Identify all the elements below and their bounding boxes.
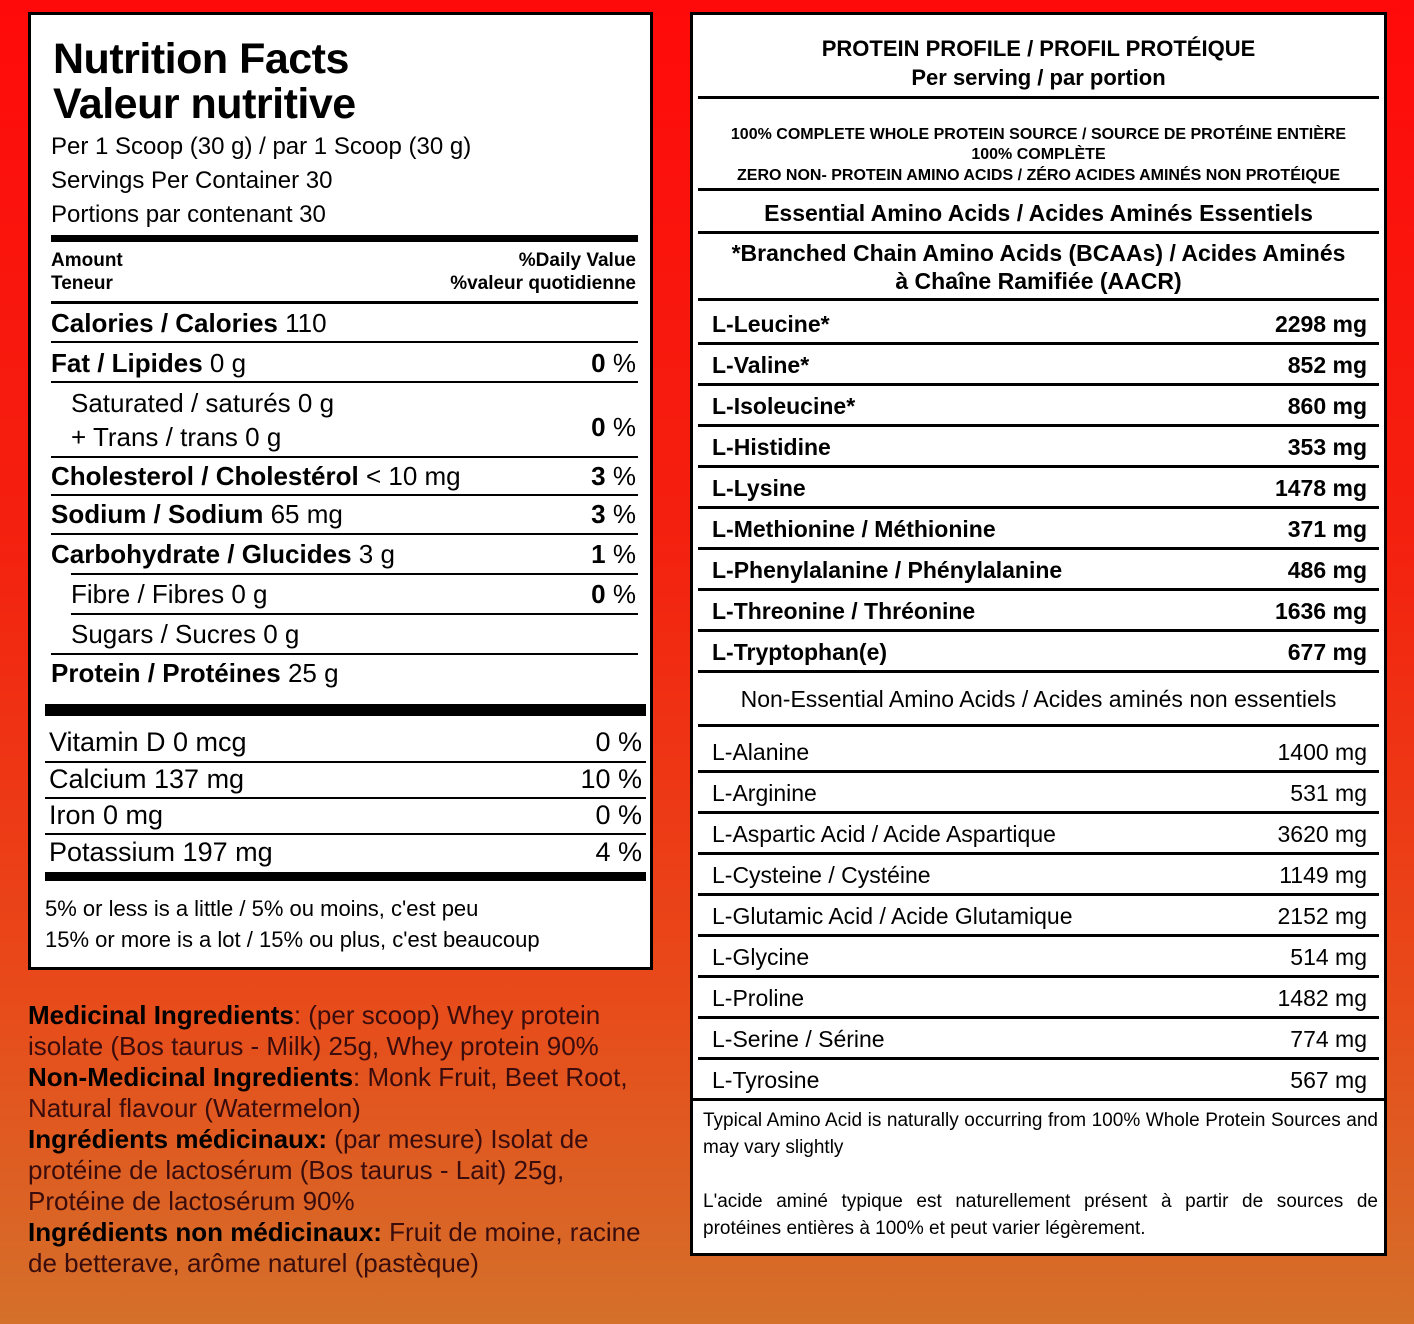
- medicinal-ingredients-fr-text: (par mesure) Isolat de protéine de lactosérum (Bos taurus - Lait) 25g, Protéine de lactosérum 90%: [28, 1124, 589, 1216]
- cholesterol-dv: 3: [591, 461, 606, 491]
- amino-acid-name: L-Serine / Sérine: [712, 1026, 885, 1052]
- carbohydrate-dv: 1: [591, 539, 606, 569]
- sodium-row: [51, 496, 636, 532]
- non-medicinal-ingredients-fr-heading: Ingrédients non médicinaux:: [28, 1217, 382, 1247]
- fibre-dv: 0: [591, 579, 606, 609]
- claim-zero-non-protein: ZERO NON- PROTEIN AMINO ACIDS / ZÉRO ACIDES AMINÉS NON PROTÉIQUE: [737, 167, 1340, 184]
- vitamin-dv: 0 %: [595, 727, 642, 757]
- amino-acid-amount: 514 mg: [1290, 944, 1367, 970]
- vitamin-row: [49, 762, 642, 796]
- amount-label-en: Amount: [51, 250, 123, 271]
- non-medicinal-ingredients-fr-text: Fruit de moine, racine de betterave, arôme naturel (pastèque): [28, 1217, 641, 1278]
- fibre-line: Fibre / Fibres 0 g: [71, 579, 268, 609]
- amino-acid-amount: 1149 mg: [1279, 862, 1367, 888]
- amino-acid-note-en: Typical Amino Acid is naturally occurring from 100% Whole Protein Sources and may vary slightly: [703, 1110, 1378, 1158]
- amino-acid-amount: 860 mg: [1287, 393, 1367, 419]
- amino-acid-row: [698, 773, 1379, 814]
- divider: [51, 381, 638, 383]
- amino-acid-amount: 353 mg: [1287, 434, 1367, 460]
- percent-sign: %: [612, 539, 636, 569]
- footnote-lot: 15% or more is a lot / 15% ou plus, c'est beaucoup: [45, 927, 540, 952]
- thick-divider: [45, 872, 646, 881]
- amino-acid-amount: 371 mg: [1287, 516, 1367, 542]
- saturated-line: Saturated / saturés 0 g: [71, 388, 335, 418]
- amino-acid-amount: 852 mg: [1287, 352, 1367, 378]
- fat-row: [51, 345, 636, 381]
- amino-acid-amount: 1478 mg: [1274, 475, 1367, 501]
- amino-acid-row: [698, 386, 1379, 427]
- nutrition-title-en: Nutrition Facts: [53, 35, 349, 83]
- amino-acid-name: L-Valine*: [712, 352, 810, 378]
- trans-line: + Trans / trans 0 g: [71, 422, 282, 452]
- amino-acid-row: [698, 345, 1379, 386]
- amino-acid-name: L-Lysine: [712, 475, 806, 501]
- vitamin-name: Vitamin D 0 mcg: [49, 727, 247, 757]
- medicinal-ingredients-text: : (per scoop) Whey protein isolate (Bos taurus - Milk) 25g, Whey protein 90%: [28, 1000, 601, 1061]
- amino-acid-row: [698, 896, 1379, 937]
- protein-profile-subtitle: Per serving / par portion: [911, 65, 1166, 90]
- medicinal-ingredients-heading: Medicinal Ingredients: [28, 1000, 294, 1030]
- essential-heading: Essential Amino Acids / Acides Aminés Essentiels: [764, 200, 1313, 226]
- nutrition-title-fr: Valeur nutritive: [53, 80, 356, 128]
- vitamin-row: [49, 835, 642, 869]
- divider: [693, 1098, 1384, 1101]
- calories-label: Calories / Calories: [51, 308, 278, 338]
- carbohydrate-amount: 3 g: [358, 539, 395, 569]
- amino-acid-amount: 486 mg: [1287, 557, 1367, 583]
- amino-acid-name: L-Aspartic Acid / Acide Aspartique: [712, 821, 1056, 847]
- fat-label: Fat / Lipides: [51, 348, 203, 378]
- medicinal-ingredients-fr-heading: Ingrédients médicinaux:: [28, 1124, 328, 1154]
- divider: [51, 341, 638, 343]
- amino-acid-name: L-Phenylalanine / Phénylalanine: [712, 557, 1063, 583]
- percent-sign: %: [612, 348, 636, 378]
- cholesterol-label: Cholesterol / Cholestérol: [51, 461, 359, 491]
- amino-acid-name: L-Alanine: [712, 739, 810, 765]
- claim-complete-fr: 100% COMPLÈTE: [971, 146, 1106, 163]
- amino-acid-amount: 3620 mg: [1277, 821, 1367, 847]
- divider: [51, 301, 638, 304]
- amino-acid-name: L-Methionine / Méthionine: [712, 516, 996, 542]
- amino-acid-name: L-Arginine: [712, 780, 817, 806]
- bcaa-heading-line1: *Branched Chain Amino Acids (BCAAs) / Acides Aminés: [731, 240, 1346, 266]
- protein-profile-panel: [690, 12, 1387, 1256]
- amino-acid-note-fr: L'acide aminé typique est naturellement présent à partir de sources de protéines entières à 100% et peut varier légèrement.: [703, 1191, 1378, 1239]
- ingredients-text: [28, 1000, 648, 1279]
- sugars-row: [51, 616, 636, 652]
- protein-label: Protein / Protéines: [51, 658, 281, 688]
- sat-trans-dv: 0: [591, 412, 606, 442]
- amino-acid-name: L-Tyrosine: [712, 1067, 820, 1093]
- divider: [51, 533, 638, 535]
- amino-acid-row: [698, 937, 1379, 978]
- serving-size: Per 1 Scoop (30 g) / par 1 Scoop (30 g): [51, 133, 472, 160]
- vitamin-dv: 4 %: [595, 837, 642, 867]
- carbohydrate-label: Carbohydrate / Glucides: [51, 539, 352, 569]
- vitamin-dv: 10 %: [580, 764, 642, 794]
- vitamin-name: Calcium 137 mg: [49, 764, 245, 794]
- footnote-little: 5% or less is a little / 5% ou moins, c'est peu: [45, 896, 479, 921]
- percent-sign: %: [612, 579, 636, 609]
- sodium-label: Sodium / Sodium: [51, 499, 264, 529]
- protein-amount: 25 g: [287, 658, 339, 688]
- divider: [71, 573, 638, 575]
- divider: [698, 96, 1379, 99]
- bcaa-heading-line2: à Chaîne Ramifiée (AACR): [895, 268, 1182, 294]
- amino-acid-name: L-Glutamic Acid / Acide Glutamique: [712, 903, 1073, 929]
- servings-per-container-fr: Portions par contenant 30: [51, 201, 326, 228]
- claim-complete-source: 100% COMPLETE WHOLE PROTEIN SOURCE / SOURCE DE PROTÉINE ENTIÈRE: [730, 126, 1347, 143]
- amount-label-fr: Teneur: [51, 273, 113, 294]
- daily-value-label-en: %Daily Value: [518, 250, 636, 271]
- carbohydrate-row: [51, 536, 636, 572]
- divider: [698, 231, 1379, 234]
- amino-acid-name: L-Histidine: [712, 434, 831, 460]
- vitamin-dv: 0 %: [595, 800, 642, 830]
- amino-acid-row: [698, 550, 1379, 591]
- amino-acid-row: [698, 468, 1379, 509]
- divider: [71, 613, 638, 615]
- vitamin-row: [49, 798, 642, 832]
- amino-acid-row: [698, 1019, 1379, 1060]
- daily-value-label-fr: %valeur quotidienne: [450, 273, 636, 294]
- amino-acid-amount: 1400 mg: [1277, 739, 1367, 765]
- vitamin-row: [49, 725, 642, 759]
- amino-acid-name: L-Proline: [712, 985, 805, 1011]
- amino-acid-row: [698, 591, 1379, 632]
- sodium-amount: 65 mg: [270, 499, 343, 529]
- servings-per-container-en: Servings Per Container 30: [51, 167, 333, 194]
- amino-acid-name: L-Threonine / Thréonine: [712, 598, 976, 624]
- amino-acid-amount: 774 mg: [1290, 1026, 1367, 1052]
- non-medicinal-ingredients-heading: Non-Medicinal Ingredients: [28, 1062, 354, 1092]
- amino-acid-name: L-Tryptophan(e): [712, 639, 888, 665]
- calories-row: [51, 305, 636, 341]
- fibre-row: [51, 576, 636, 612]
- amino-acid-row: [698, 427, 1379, 468]
- fat-dv: 0: [591, 348, 606, 378]
- amino-acid-amount: 567 mg: [1290, 1067, 1367, 1093]
- divider: [698, 724, 1379, 727]
- amino-acid-amount: 1482 mg: [1277, 985, 1367, 1011]
- amino-acid-amount: 1636 mg: [1274, 598, 1367, 624]
- amino-acid-amount: 531 mg: [1290, 780, 1367, 806]
- non-medicinal-ingredients-text: : Monk Fruit, Beet Root, Natural flavour (Watermelon): [28, 1062, 628, 1123]
- non-essential-heading: Non-Essential Amino Acids / Acides aminés non essentiels: [740, 686, 1337, 712]
- thick-divider: [45, 704, 646, 716]
- divider: [698, 188, 1379, 191]
- calories-value: 110: [285, 308, 327, 338]
- amino-acid-row: [698, 855, 1379, 896]
- percent-sign: %: [612, 461, 636, 491]
- cholesterol-amount: < 10 mg: [365, 461, 461, 491]
- amino-acid-name: L-Isoleucine*: [712, 393, 856, 419]
- vitamin-name: Potassium 197 mg: [49, 837, 273, 867]
- vitamin-name: Iron 0 mg: [49, 800, 164, 830]
- amino-acid-row: [698, 632, 1379, 673]
- protein-row: [51, 655, 636, 691]
- protein-profile-title: PROTEIN PROFILE / PROFIL PROTÉIQUE: [821, 36, 1256, 61]
- amino-acid-row: [698, 814, 1379, 855]
- cholesterol-row: [51, 458, 636, 494]
- saturated-trans-row: [51, 385, 636, 457]
- amino-acid-amount: 2152 mg: [1277, 903, 1367, 929]
- amino-acid-name: L-Cysteine / Cystéine: [712, 862, 931, 888]
- divider: [698, 298, 1379, 301]
- sugars-line: Sugars / Sucres 0 g: [71, 619, 300, 649]
- sodium-dv: 3: [591, 499, 606, 529]
- percent-sign: %: [612, 499, 636, 529]
- amino-acid-row: [698, 732, 1379, 773]
- amino-acid-name: L-Leucine*: [712, 311, 830, 337]
- amino-acid-name: L-Glycine: [712, 944, 810, 970]
- amino-acid-amount: 677 mg: [1287, 639, 1367, 665]
- amino-acid-row: [698, 304, 1379, 345]
- fat-amount: 0 g: [209, 348, 247, 378]
- percent-sign: %: [612, 412, 636, 442]
- amino-acid-row: [698, 1060, 1379, 1101]
- nutrition-facts-panel: [28, 12, 653, 970]
- amino-acid-row: [698, 978, 1379, 1019]
- amino-acid-row: [698, 509, 1379, 550]
- thick-divider: [51, 235, 638, 242]
- amino-acid-amount: 2298 mg: [1274, 311, 1367, 337]
